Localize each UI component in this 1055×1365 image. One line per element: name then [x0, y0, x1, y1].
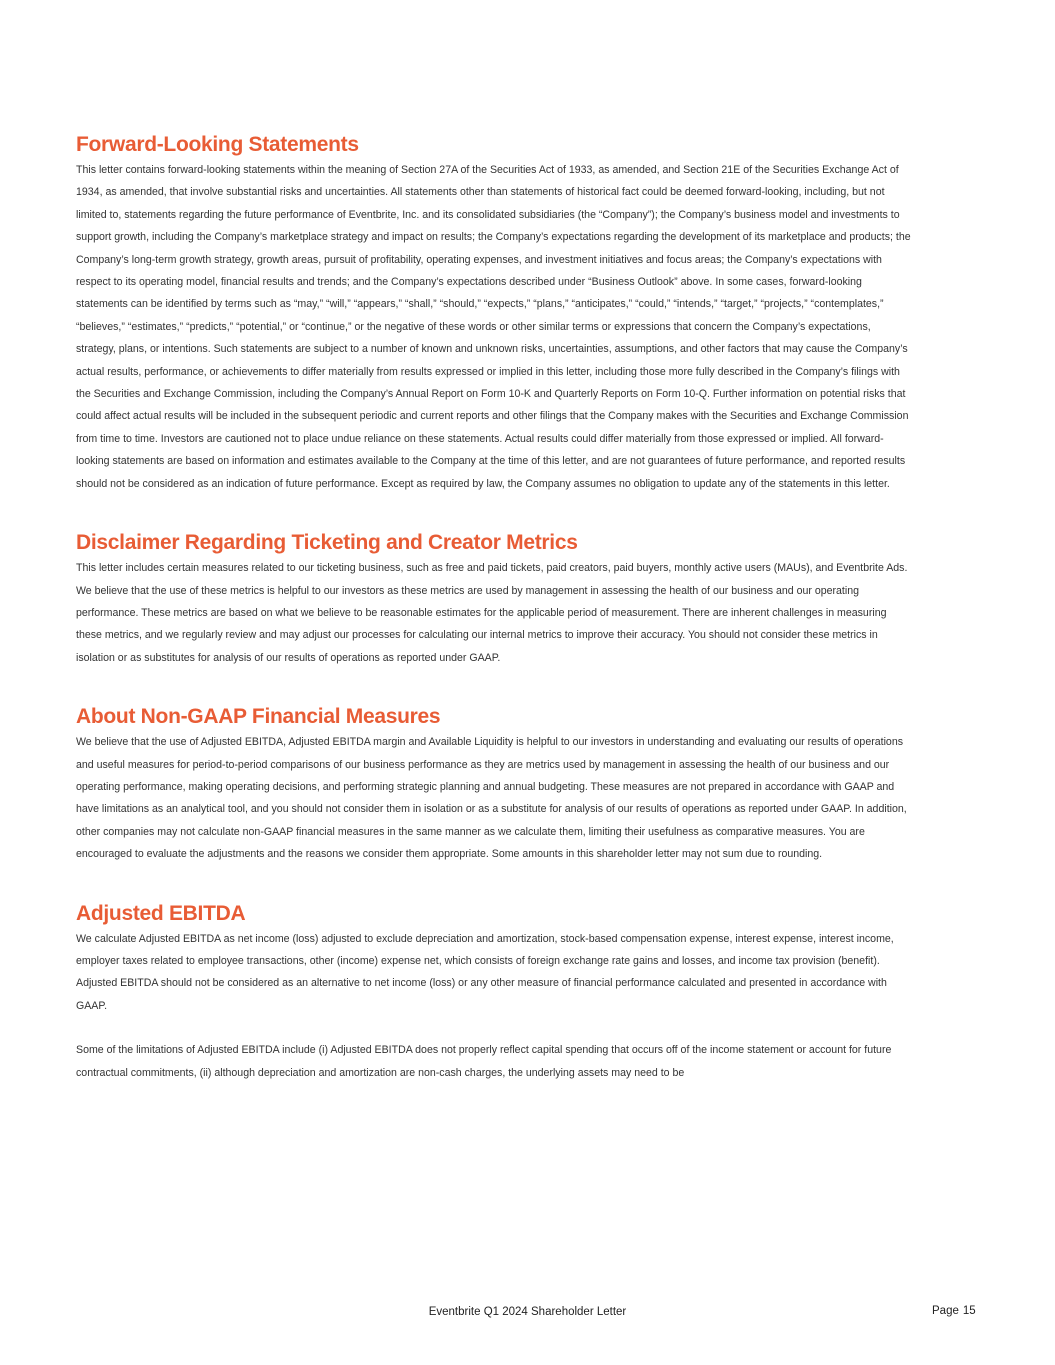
- section-paragraph: This letter contains forward-looking statements within the meaning of Section 27A of the Securities Act of 1933, as amended, and Section 21E of the Securities Exchange Act of 1934, as amended, that involve substantial risks and uncertainties. All statements other than statements of historical fact could be deemed forward-looking, including, but not limited to, statements regarding the future performance of Eventbrite, Inc. and its consolidated subsidiaries (the “Company”); the Company’s business model and investments to support growth, including the Company’s marketplace strategy and impact on results; the Company’s expectations regarding the development of its marketplace and products; the Company’s long-term growth strategy, growth areas, pursuit of profitability, operating expenses, and investment initiatives and focus areas; the Company’s expectations with respect to its operating model, financial results and trends; and the Company’s expectations described under “Business Outlook” above. In some cases, forward-looking statements can be identified by terms such as “may,” “will,” “appears,” “shall,” “should,” “expects,” “plans,” “anticipates,” “could,” “intends,” “target,” “projects,” “contemplates,” “believes,” “estimates,” “predicts,” “potential,” or “continue,” or the negative of these words or other similar terms or expressions that concern the Company’s expectations, strategy, plans, or intentions. Such statements are subject to a number of known and unknown risks, uncertainties, assumptions, and other factors that may cause the Company’s actual results, performance, or achievements to differ materially from results expressed or implied in this letter, including those more fully described in the Company’s filings with the Securities and Exchange Commission, including the Company’s Annual Report on Form 10-K and Quarterly Reports on Form 10-Q. Further information on potential risks that could affect actual results will be included in the subsequent periodic and current reports and other filings that the Company makes with the Securities and Exchange Commission from time to time. Investors are cautioned not to place undue reliance on these statements. Actual results could differ materially from those expressed or implied. All forward-looking statements are based on information and estimates available to the Company at the time of this letter, and are not guarantees of future performance, and reported results should not be considered as an indication of future performance. Except as required by law, the Company assumes no obligation to update any of the statements in this letter.: [76, 164, 911, 490]
- section-paragraph: This letter includes certain measures related to our ticketing business, such as free and paid tickets, paid creators, paid buyers, monthly active users (MAUs), and Eventbrite Ads. We believe that the use of these metrics is helpful to our investors as these metrics are used by management in assessing the health of our business and our operating performance. These metrics are based on what we believe to be reasonable estimates for the applicable period of measurement. There are inherent challenges in measuring these metrics, and we regularly review and may adjust our processes for calculating our internal metrics to improve their accuracy. You should not consider these metrics in isolation or as substitutes for analysis of our results of operations as reported under GAAP.: [76, 562, 908, 664]
- page-label: Page: [932, 1305, 959, 1317]
- section-adjusted-ebitda: [76, 900, 911, 1084]
- footer-title: Eventbrite Q1 2024 Shareholder Letter: [428, 1306, 627, 1318]
- page-number: [932, 1305, 980, 1317]
- section-paragraph: We calculate Adjusted EBITDA as net income (loss) adjusted to exclude depreciation and amortization, stock-based compensation expense, interest expense, interest income, employer taxes related to employee transactions, other (income) expense net, which consists of foreign exchange rate gains and losses, and income tax provision (benefit). Adjusted EBITDA should not be considered as an alternative to net income (loss) or any other measure of financial performance calculated and presented in accordance with GAAP.: [76, 932, 894, 1012]
- section-heading: Disclaimer Regarding Ticketing and Creator Metrics: [76, 531, 578, 555]
- section-forward-looking: [76, 131, 911, 495]
- page-number-value: 15: [962, 1305, 976, 1317]
- section-paragraph: Some of the limitations of Adjusted EBITDA include (i) Adjusted EBITDA does not properly reflect capital spending that occurs off of the income statement or account for future contractual commitments, (ii) although depreciation and amortization are non-cash charges, the underlying assets may need to be: [76, 1044, 892, 1079]
- section-heading: About Non-GAAP Financial Measures: [76, 705, 441, 729]
- document-body: [76, 131, 911, 1084]
- section-non-gaap: [76, 703, 911, 865]
- section-paragraph: We believe that the use of Adjusted EBITDA, Adjusted EBITDA margin and Available Liquidity is helpful to our investors in understanding and evaluating our results of operations and useful measures for period-to-period comparisons of our business performance as they are metrics used by management in assessing the health of our business and our operating performance, making operating decisions, and performing strategic planning and annual budgeting. These measures are not prepared in accordance with GAAP and have limitations as an analytical tool, and you should not consider them in isolation or as a substitute for analysis of our results of operations as reported under GAAP. In addition, other companies may not calculate non-GAAP financial measures in the same manner as we calculate them, limiting their usefulness as comparative measures. You are encouraged to evaluate the adjustments and the reasons we consider them appropriate. Some amounts in this shareholder letter may not sum due to rounding.: [76, 736, 907, 861]
- section-ticketing-metrics: [76, 529, 911, 669]
- section-heading: Forward-Looking Statements: [76, 133, 359, 156]
- section-heading: Adjusted EBITDA: [76, 901, 246, 925]
